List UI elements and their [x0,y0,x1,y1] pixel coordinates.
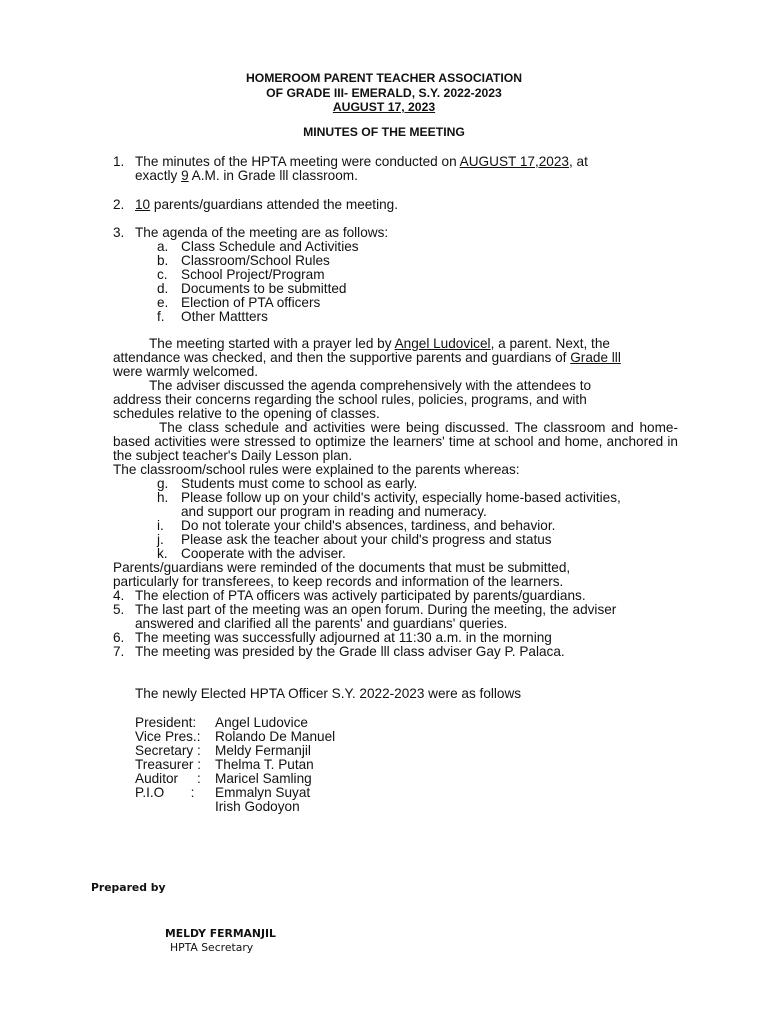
agenda-item: d. Documents to be submitted [157,281,347,296]
item-3-number: 3. [113,225,125,240]
agenda-item: a. Class Schedule and Activities [157,239,359,254]
rule-item: j. Please ask the teacher about your child's progress and status [157,532,552,547]
rule-item: k. Cooperate with the adviser. [157,546,346,561]
documents-line-1: Parents/guardians were reminded of the documents that must be submitted, [113,560,571,575]
item-6-text: The meeting was successfully adjourned at 11:30 a.m. in the morning [135,630,552,645]
agenda-item: b. Classroom/School Rules [157,253,330,268]
meeting-date: AUGUST 17,2023 [459,154,569,169]
paragraph-1-line-3: were warmly welcomed. [113,364,259,379]
rule-item: h. Please follow up on your child's activity, especially home-based activities, [157,490,621,505]
agenda-item: c. School Project/Program [157,267,325,282]
item-1-line-1: The minutes of the HPTA meeting were conducted on AUGUST 17,2023, at [135,154,588,169]
item-4-number: 4. [113,588,125,603]
item-1-number: 1. [113,154,125,169]
prepared-by-label: Prepared by [91,881,166,894]
agenda-item: e. Election of PTA officers [157,295,321,310]
officer-row: Secretary : Meldy Fermanjil [135,743,311,758]
officer-row: Auditor : Maricel Samling [135,771,312,786]
rule-item: i. Do not tolerate your child's absences, tardiness, and behavior. [157,518,556,533]
paragraph-2-line-3: schedules relative to the opening of classes. [113,406,380,421]
officer-row: Irish Godoyon [215,799,300,814]
officer-row: President: Angel Ludovice [135,715,308,730]
rule-item: g. Students must come to school as early. [157,476,418,491]
header-line-2: OF GRADE III- EMERALD, S.Y. 2022-2023 [266,86,502,100]
item-4-text: The election of PTA officers was actively participated by parents/guardians. [135,588,586,603]
paragraph-4: The classroom/school rules were explained to the parents whereas: [113,462,520,477]
officer-row: P.I.O : Emmalyn Suyat [135,785,311,800]
officers-list [135,716,335,814]
documents-line-2: particularly for transferees, to keep records and information of the learners. [113,574,564,589]
agenda-item: f. Other Mattters [157,309,268,324]
paragraph-2-line-2: address their concerns regarding the school rules, policies, programs, and with [113,392,587,407]
officer-row: Treasurer : Thelma T. Putan [135,757,314,772]
prayer-leader-name: Angel Ludovicel [394,336,491,351]
item-5-line-2: answered and clarified all the parents' and guardians' queries. [135,616,508,631]
paragraph-3: The class schedule and activities were being discussed. The classroom and home-based activities were stressed to optimize the learners' time at school and home, anchored in the subject teacher's Daily Lesson plan. [113,420,678,463]
item-7-text: The meeting was presided by the Grade lll class adviser Gay P. Palaca. [135,644,565,659]
paragraph-1-line-1: The meeting started with a prayer led by Angel Ludovicel, a parent. Next, the [149,336,610,351]
item-7-number: 7. [113,644,125,659]
secretary-name: MELDY FERMANJIL [165,927,276,940]
rule-item-continuation: and support our program in reading and numeracy. [181,504,487,519]
item-5-number: 5. [113,602,125,617]
officer-row: Vice Pres.: Rolando De Manuel [135,729,336,744]
officers-title: The newly Elected HPTA Officer S.Y. 2022-2023 were as follows [135,686,522,701]
rules-list [157,477,621,561]
agenda-list [157,240,359,324]
header-date: AUGUST 17, 2023 [332,100,436,114]
item-1-line-2: exactly 9 A.M. in Grade lll classroom. [135,168,358,183]
secretary-title: HPTA Secretary [170,941,254,954]
meeting-time: 9 [181,168,189,183]
grade-level: Grade lll [570,350,621,365]
item-2-text: 10 parents/guardians attended the meeting. [135,197,399,212]
item-6-number: 6. [113,630,125,645]
paragraph-2-line-1: The adviser discussed the agenda comprehensively with the attendees to [149,378,592,393]
paragraph-1-line-2: attendance was checked, and then the supportive parents and guardians of Grade lll [113,350,621,365]
item-5-line-1: The last part of the meeting was an open forum. During the meeting, the adviser [135,602,617,617]
document-subtitle: MINUTES OF THE MEETING [303,125,465,139]
item-3-text: The agenda of the meeting are as follows: [135,225,389,240]
header-line-1: HOMEROOM PARENT TEACHER ASSOCIATION [245,71,523,85]
attendee-count: 10 [135,197,151,212]
item-2-number: 2. [113,197,125,212]
